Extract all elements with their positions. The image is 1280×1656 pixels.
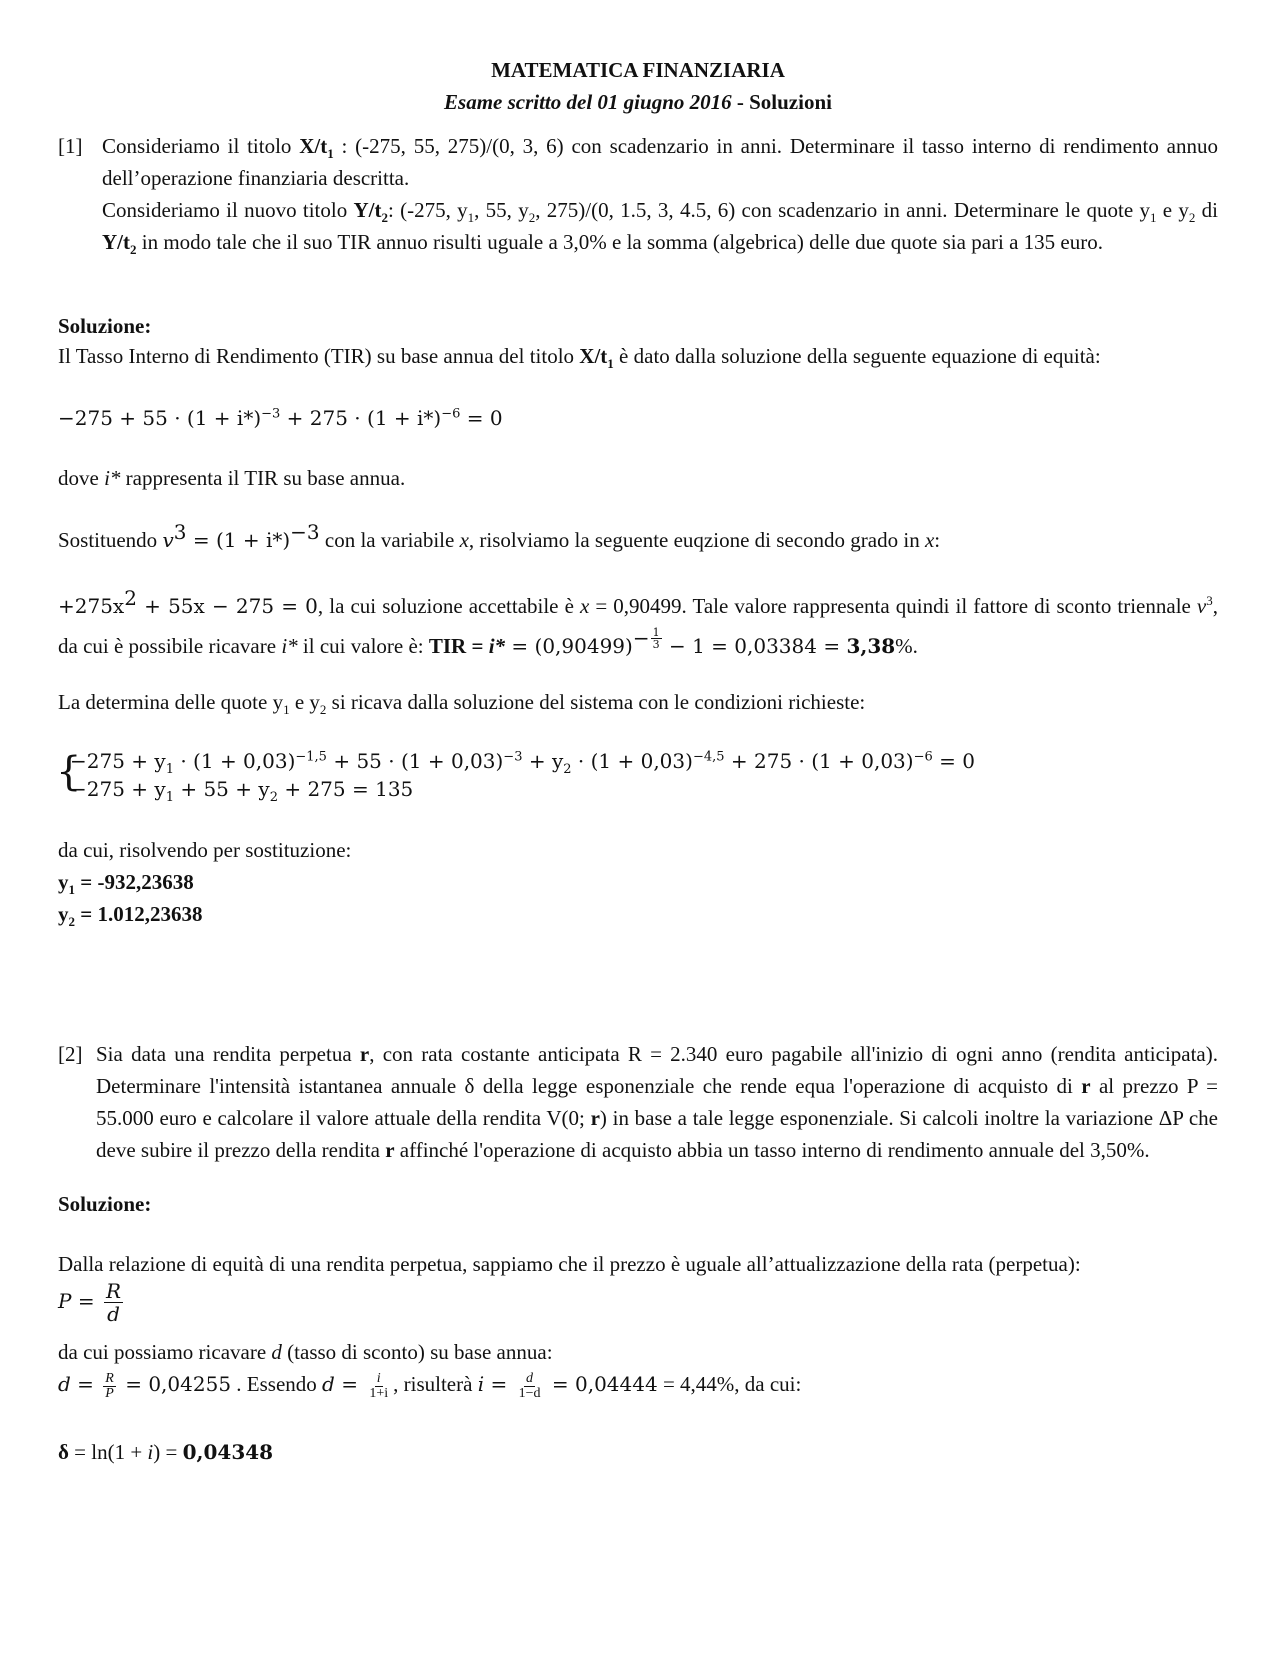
- system-equation-2: $-275 + y_1 + 55 + y_2 + 275 = 135$: [70, 777, 414, 805]
- document-title: MATEMATICA FINANZIARIA: [491, 58, 785, 82]
- delta-result: δ = ln(1 + i) = 0,04348: [58, 1440, 274, 1464]
- solution-intro: Dalla relazione di equità di una rendita perpetua, sappiamo che il prezzo è uguale all’attualizzazione della rata (perpetua):: [58, 1252, 1081, 1276]
- question-number: [1]: [58, 134, 83, 158]
- question-text: Sia data una rendita perpetua r, con rata costante anticipata R = 2.340 euro pagabile all'inizio di ogni anno (rendita anticipata). Determinare l'intensità istantanea annuale δ della legge esponenziale che rende equa l'operazione di acquisto di r al prezzo P = 55.000 euro e calcolare il valore attuale della rendita V(0; r) in base a tale legge esponenziale. Si calcoli inoltre la variazione ΔP che deve subire il prezzo della rendita r affinché l'operazione di acquisto abbia un tasso interno di rendimento annuale del 3,50%.: [96, 1042, 1219, 1162]
- system-brace: {: [56, 749, 82, 795]
- question-number: [2]: [58, 1042, 83, 1066]
- result-y1: $y_1 = -932,23638$: [58, 870, 194, 898]
- question-paragraph: Consideriamo il titolo $X/t_1$ : (-275, 55, 275)/(0, 3, 6) con scadenzario in anni. Determinare il tasso interno di rendimento annuo dell’operazione finanziaria descritta.: [102, 134, 1219, 190]
- document-subtitle: Esame scritto del 01 giugno 2016 - Soluzioni: [444, 90, 832, 114]
- definition-line: dove i* rappresenta il TIR su base annua.: [58, 466, 406, 490]
- question-1: [58, 130, 1218, 258]
- results-intro: da cui, risolvendo per sostituzione:: [58, 838, 352, 862]
- system-intro: La determina delle quote $y_1$ e $y_2$ si ricava dalla soluzione del sistema con le condizioni richieste:: [58, 690, 866, 718]
- substitution-line: Sostituendo $v^3 = (1 + i*)^{-3}$ con la variabile x, risolviamo la seguente euqzione di secondo grado in x:: [58, 520, 941, 552]
- quadratic-solution: $+275x^2 + 55x - 275 = 0$, la cui soluzione accettabile è x = 0,90499. Tale valore rappresenta quindi il fattore di sconto triennale $v^3$, da cui è possibile ricavare i* il cui valore è: TIR = i* = (0,90499) $^{- \frac{1}{3}}$ − 1 = 0,03384 = 3,38%.: [58, 586, 1218, 658]
- results-block: [58, 834, 1218, 930]
- discount-intro: da cui possiamo ricavare d (tasso di sconto) su base annua:: [58, 1340, 553, 1364]
- question-text: [102, 130, 1218, 258]
- question-paragraph: Consideriamo il nuovo titolo $Y/t_2$: (-275, $y_1$, 55, $y_2$, 275)/(0, 1.5, 3, 4.5, 6) con scadenzario in anni. Determinare le quote $y_1$ e $y_2$ di $Y/t_2$ in modo tale che il suo TIR annuo risulti uguale a 3,0% e la somma (algebrica) delle due quote sia pari a 135 euro.: [102, 198, 1218, 258]
- solution-intro: Il Tasso Interno di Rendimento (TIR) su base annua del titolo $X/t_1$ è dato dalla soluzione della seguente equazione di equità:: [58, 344, 1101, 372]
- question-2: [58, 1038, 1218, 1166]
- result-y2: $y_2 = 1.012,23638$: [58, 902, 203, 930]
- solution-heading: Soluzione:: [58, 1192, 152, 1216]
- price-formula: P = $\frac{R}{d}$: [58, 1279, 122, 1326]
- document-header: [58, 54, 1218, 118]
- equity-equation: $-275 + 55 \cdot (1 + i*)^{-3} + 275 \cdot (1 + i*)^{-6} = 0$: [58, 406, 503, 430]
- discount-calculation: d = $\frac{R}{P}$ = 0,04255 . Essendo d = $\frac{i}{1+i}$ , risulterà i = $\frac{d}{1-d}$ = 0,04444 = 4,44%, da cui:: [58, 1370, 802, 1401]
- equation-system: [70, 747, 1230, 803]
- system-equation-1: $-275 + y_1 \cdot (1 + 0,03)^{-1,5} + 55 \cdot (1 + 0,03)^{-3} + y_2 \cdot (1 + 0,03)^{-4,5} + 275 \cdot (1 + 0,03)^{-6} = 0$: [70, 749, 975, 777]
- solution-heading: Soluzione:: [58, 314, 152, 338]
